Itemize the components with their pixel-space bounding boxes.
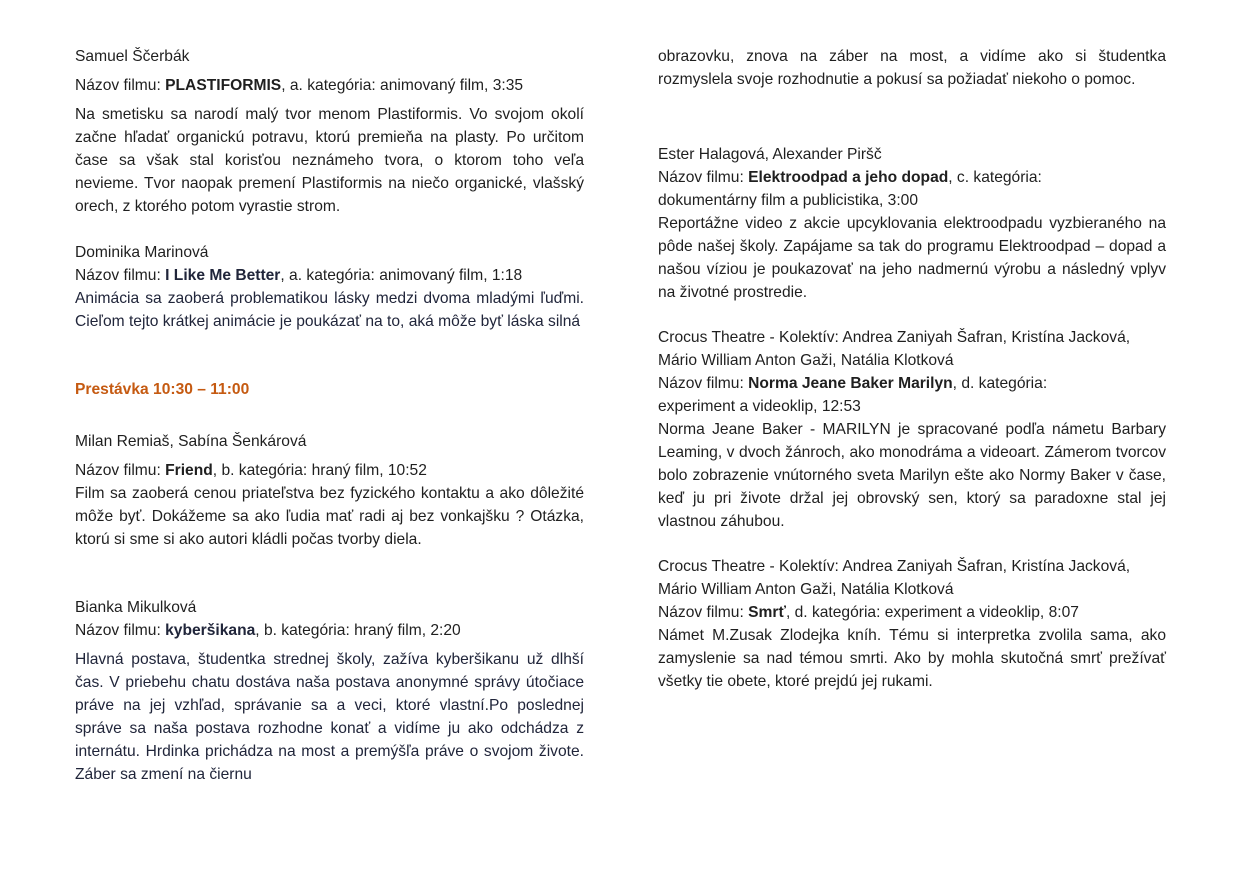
- film-description: Hlavná postava, študentka strednej školy, zažíva kyberšikanu už dlhší čas. V priebehu chatu dostáva naša postava anonymné správy útočiace práve na jej vzhľad, správanie sa a veci, ktoré vlastní.Po poslednej správe sa naša postava rozhodne konať a vidíme ju ako odchádza z internátu. Hrdinka prichádza na most a premýšľa práve o svojom živote. Záber sa zmení na čiernu: [75, 651, 584, 783]
- film-line: [75, 459, 427, 482]
- film-title: Norma Jeane Baker Marilyn: [748, 375, 953, 392]
- film-title: Elektroodpad a jeho dopad: [748, 169, 949, 186]
- break-label: Prestávka 10:30 – 11:00: [75, 381, 250, 398]
- author-line: Crocus Theatre - Kolektív: Andrea Zaniyah Šafran, Kristína Jacková, Mário William Anton Gaži, Natália Klotková: [658, 558, 1131, 598]
- film-description: Na smetisku sa narodí malý tvor menom Plastiformis. Vo svojom okolí začne hľadať organickú potravu, ktorú premieňa na plasty. Po určitom čase sa však stal korisťou neznámeho tvora, o ktorom toho veľa nevieme. Tvor naopak premení Plastiformis na niečo organické, vlašský orech, z ktorého potom vyrastie strom.: [75, 106, 584, 215]
- film-line-continuation: experiment a videoklip, 12:53: [658, 398, 861, 415]
- film-line: [75, 74, 523, 97]
- author-line: Dominika Marinová: [75, 244, 209, 261]
- film-prefix: Názov filmu:: [75, 77, 166, 94]
- film-prefix: Názov filmu:: [658, 169, 749, 186]
- film-title: Friend: [165, 462, 213, 479]
- continuation-text: obrazovku, znova na záber na most, a vidíme ako si študentka rozmyslela svoje rozhodnutie a pokusí sa požiadať niekoho o pomoc.: [658, 48, 1166, 88]
- film-line: [658, 166, 1042, 189]
- film-prefix: Názov filmu:: [658, 604, 749, 621]
- author-line: Ester Halagová, Alexander Piršč: [658, 146, 882, 163]
- film-title: Smrť: [748, 604, 786, 621]
- film-suffix: , a. kategória: animovaný film, 3:35: [281, 77, 524, 94]
- film-title: I Like Me Better: [165, 267, 281, 284]
- film-prefix: Názov filmu:: [75, 462, 166, 479]
- film-line-continuation: dokumentárny film a publicistika, 3:00: [658, 192, 919, 209]
- film-description: Animácia sa zaoberá problematikou lásky medzi dvoma mladými ľuďmi. Cieľom tejto krátkej animácie je poukázať na to, aká môže byť láska silná: [75, 290, 584, 330]
- film-suffix: , c. kategória:: [948, 169, 1042, 186]
- film-prefix: Názov filmu:: [75, 622, 166, 639]
- film-suffix: , b. kategória: hraný film, 10:52: [212, 462, 427, 479]
- film-description: Reportážne video z akcie upcyklovania elektroodpadu vyzbieraného na pôde našej školy. Zapájame sa tak do programu Elektroodpad – dopad a našou víziou je poukazovať na jeho nadmernú výrobu a následný vplyv na životné prostredie.: [658, 215, 1166, 301]
- film-line: [75, 264, 522, 287]
- film-line: [658, 372, 1047, 395]
- film-description: Film sa zaoberá cenou priateľstva bez fyzického kontaktu a ako dôležité môže byť. Dokážeme sa ako ľudia mať radi aj bez vonkajšku ? Otázka, ktorú si sme si ako autori kládli počas tvorby diela.: [75, 485, 584, 548]
- film-prefix: Názov filmu:: [658, 375, 749, 392]
- film-suffix: , d. kategória: experiment a videoklip, 8:07: [785, 604, 1079, 621]
- film-line: [75, 619, 461, 642]
- film-description: Námet M.Zusak Zlodejka kníh. Tému si interpretka zvolila sama, ako zamyslenie sa nad témou smrti. Ako by mohla skutočná smrť prežívať všetky tie obete, ktoré prejdú jej rukami.: [658, 627, 1166, 690]
- author-line: Crocus Theatre - Kolektív: Andrea Zaniyah Šafran, Kristína Jacková, Mário William Anton Gaži, Natália Klotková: [658, 329, 1131, 369]
- film-suffix: , b. kategória: hraný film, 2:20: [255, 622, 461, 639]
- author-line: Samuel Ščerbák: [75, 48, 190, 65]
- film-description: Norma Jeane Baker - MARILYN je spracované podľa námetu Barbary Leaming, v dvoch žánroch, ako monodráma a videoart. Zámerom tvorcov bolo zobrazenie vnútorného sveta Marilyn ešte ako Normy Baker v čase, keď ju pri živote držal jej obrovský sen, ktorý sa paradoxne stal jej vlastnou záhubou.: [658, 421, 1166, 530]
- film-title: PLASTIFORMIS: [165, 77, 282, 94]
- film-suffix: , d. kategória:: [952, 375, 1048, 392]
- film-title: kyberšikana: [165, 622, 256, 639]
- film-line: [658, 601, 1079, 624]
- author-line: Bianka Mikulková: [75, 599, 197, 616]
- film-prefix: Názov filmu:: [75, 267, 166, 284]
- film-suffix: , a. kategória: animovaný film, 1:18: [280, 267, 523, 284]
- author-line: Milan Remiaš, Sabína Šenkárová: [75, 433, 307, 450]
